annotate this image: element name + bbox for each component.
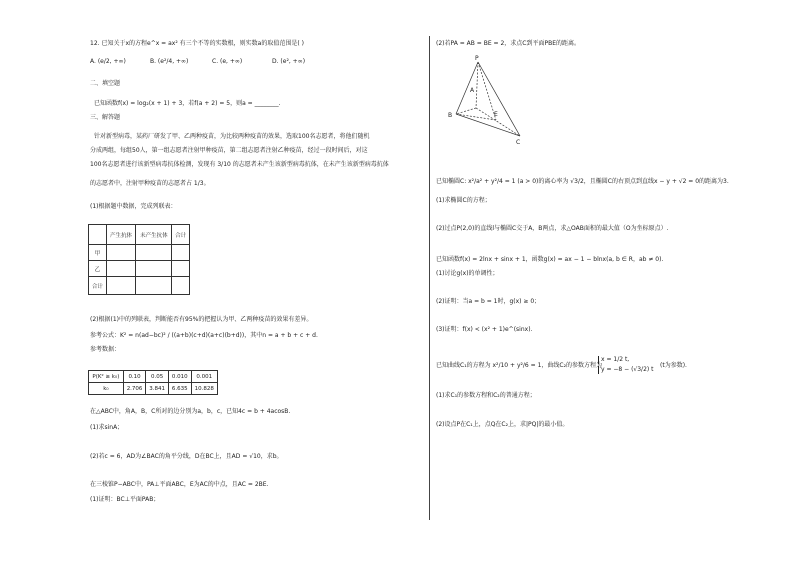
vaccine-paragraph-line1: 针对新型病毒，某药厂研发了甲、乙两种疫苗，为比较两种疫苗的效果，选取100名志愿者，将他们随机: [94, 133, 370, 140]
table-cell: 2.706: [123, 383, 146, 395]
table-cell: 0.001: [191, 371, 217, 383]
option-c: C. (e, +∞): [212, 58, 243, 65]
vaccine-paragraph-line2: 分成两组，每组50人，第一组志愿者注射甲种疫苗，第二组志愿者注射乙种疫苗，经过一段时间后，对这: [90, 147, 368, 154]
vaccine-sub1: (1)根据题中数据，完成列联表：: [90, 203, 177, 210]
option-d: D. (e², +∞): [272, 58, 306, 65]
table-row-label: 乙: [89, 261, 107, 277]
vertex-label-b: B: [448, 112, 453, 119]
function-sub3: (3)证明：f(x) < (x² + 1)e^(sinx).: [436, 326, 533, 333]
table-header-antibody: 产生抗体: [106, 225, 136, 245]
table-header-no-antibody: 未产生抗体: [136, 225, 172, 245]
table-header-empty: [89, 225, 107, 245]
function-question: 已知函数f(x) = 2lnx + sinx + 1，函数g(x) = ax − 1 − blnx(a, b ∈ R，ab ≠ 0).: [436, 256, 664, 263]
vertex-label-a: A: [470, 87, 475, 94]
triangle-question: 在△ABC中，角A，B，C所对的边分别为a，b，c，已知4c = b + 4acosB.: [90, 408, 291, 415]
question-12: 12. 已知关于x的方程e^x = ax² 有三个不等的实数根，则实数a的取值范围是( ): [90, 40, 304, 47]
table-cell: 3.841: [146, 383, 169, 395]
table-cell: 6.635: [168, 383, 191, 395]
column-divider: [429, 36, 430, 520]
section-solve-heading: 三、解答题: [90, 114, 121, 121]
section-fill-heading: 二、填空题: [90, 80, 121, 87]
table-row-label: 甲: [89, 245, 107, 261]
table-header-total: 合计: [172, 225, 190, 245]
option-a: A. (e/2, +∞): [90, 58, 126, 65]
vertex-label-e: E: [494, 111, 498, 118]
critical-value-table: [88, 370, 218, 395]
table-cell: P(K² ≥ k₀): [89, 371, 124, 383]
curve-param-line1: x = 1/2 t,: [598, 356, 629, 364]
reference-formula: 参考公式：K² = n(ad−bc)² / ((a+b)(c+d)(a+c)(b+d))，其中n = a + b + c + d.: [90, 332, 318, 339]
table-cell: 0.010: [168, 371, 191, 383]
table-cell: k₀: [89, 383, 124, 395]
pyramid-sub1: (1)证明：BC⊥平面PAB；: [90, 496, 160, 503]
pyramid-figure: [438, 50, 530, 146]
table-cell: 0.10: [123, 371, 146, 383]
curve-param-note: (t为参数).: [660, 362, 687, 369]
triangle-sub1: (1)求sinA；: [90, 424, 124, 431]
vertex-label-p: P: [475, 55, 479, 62]
table-row-label: 合计: [89, 277, 107, 295]
table-cell: 0.05: [146, 371, 169, 383]
pyramid-sub2: (2)若PA = AB = BE = 2，求点C到平面PBE的距离。: [436, 40, 581, 47]
curve-sub1: (1)求C₁的参数方程和C₂的普通方程；: [436, 392, 536, 399]
vaccine-sub2: (2)根据(1)中的列联表，判断能否有95%的把握认为甲、乙两种疫苗的效果有差异。: [90, 316, 313, 323]
function-sub2: (2)证明：当a = b = 1时，g(x) ≥ 0；: [436, 298, 541, 305]
reference-data-label: 参考数据：: [90, 346, 121, 353]
curve-question: 已知曲线C₁的方程为 x²/10 + y²/6 = 1，曲线C₂的参数方程为: [436, 362, 603, 369]
vaccine-paragraph-line3: 100名志愿者进行该新型病毒抗体检测，发现有 3/10 的志愿者未产生该新型病毒抗体，在未产生该新型病毒抗体: [90, 161, 389, 168]
table-cell: 10.828: [191, 383, 217, 395]
pyramid-question: 在三棱锥P−ABC中，PA⊥平面ABC，E为AC的中点，且AC = 2BE.: [90, 481, 269, 488]
fill-question: 已知函数f(x) = log₂(x + 1) + 3，若f(a + 2) = 5，则a = ________.: [94, 100, 281, 107]
ellipse-sub2: (2)过点P(2,0)的直线l与椭圆C交于A，B两点，求△OAB面积的最大值（O为坐标原点）.: [436, 225, 669, 232]
function-sub1: (1)讨论g(x)的单调性；: [436, 270, 499, 277]
ellipse-sub1: (1)求椭圆C的方程；: [436, 197, 491, 204]
triangle-sub2: (2)若c = 6，AD为∠BAC的角平分线，D在BC上，且AD = √10，求b。: [90, 453, 283, 460]
contingency-table: [88, 224, 190, 295]
vaccine-paragraph-line4: 的志愿者中，注射甲种疫苗的志愿者占 1/3。: [90, 180, 210, 187]
curve-sub2: (2)设点P在C₁上，点Q在C₂上，求|PQ|的最小值。: [436, 421, 569, 428]
vertex-label-c: C: [516, 139, 521, 146]
curve-param-line2: y = −8 − (√3/2) t: [598, 366, 654, 374]
option-b: B. (e²/4, +∞): [150, 58, 189, 65]
ellipse-question: 已知椭圆C: x²/a² + y²/4 = 1 (a > 0)的离心率为 √3/2，且椭圆C的右顶点到直线x − y + √2 = 0的距离为3.: [436, 178, 729, 185]
